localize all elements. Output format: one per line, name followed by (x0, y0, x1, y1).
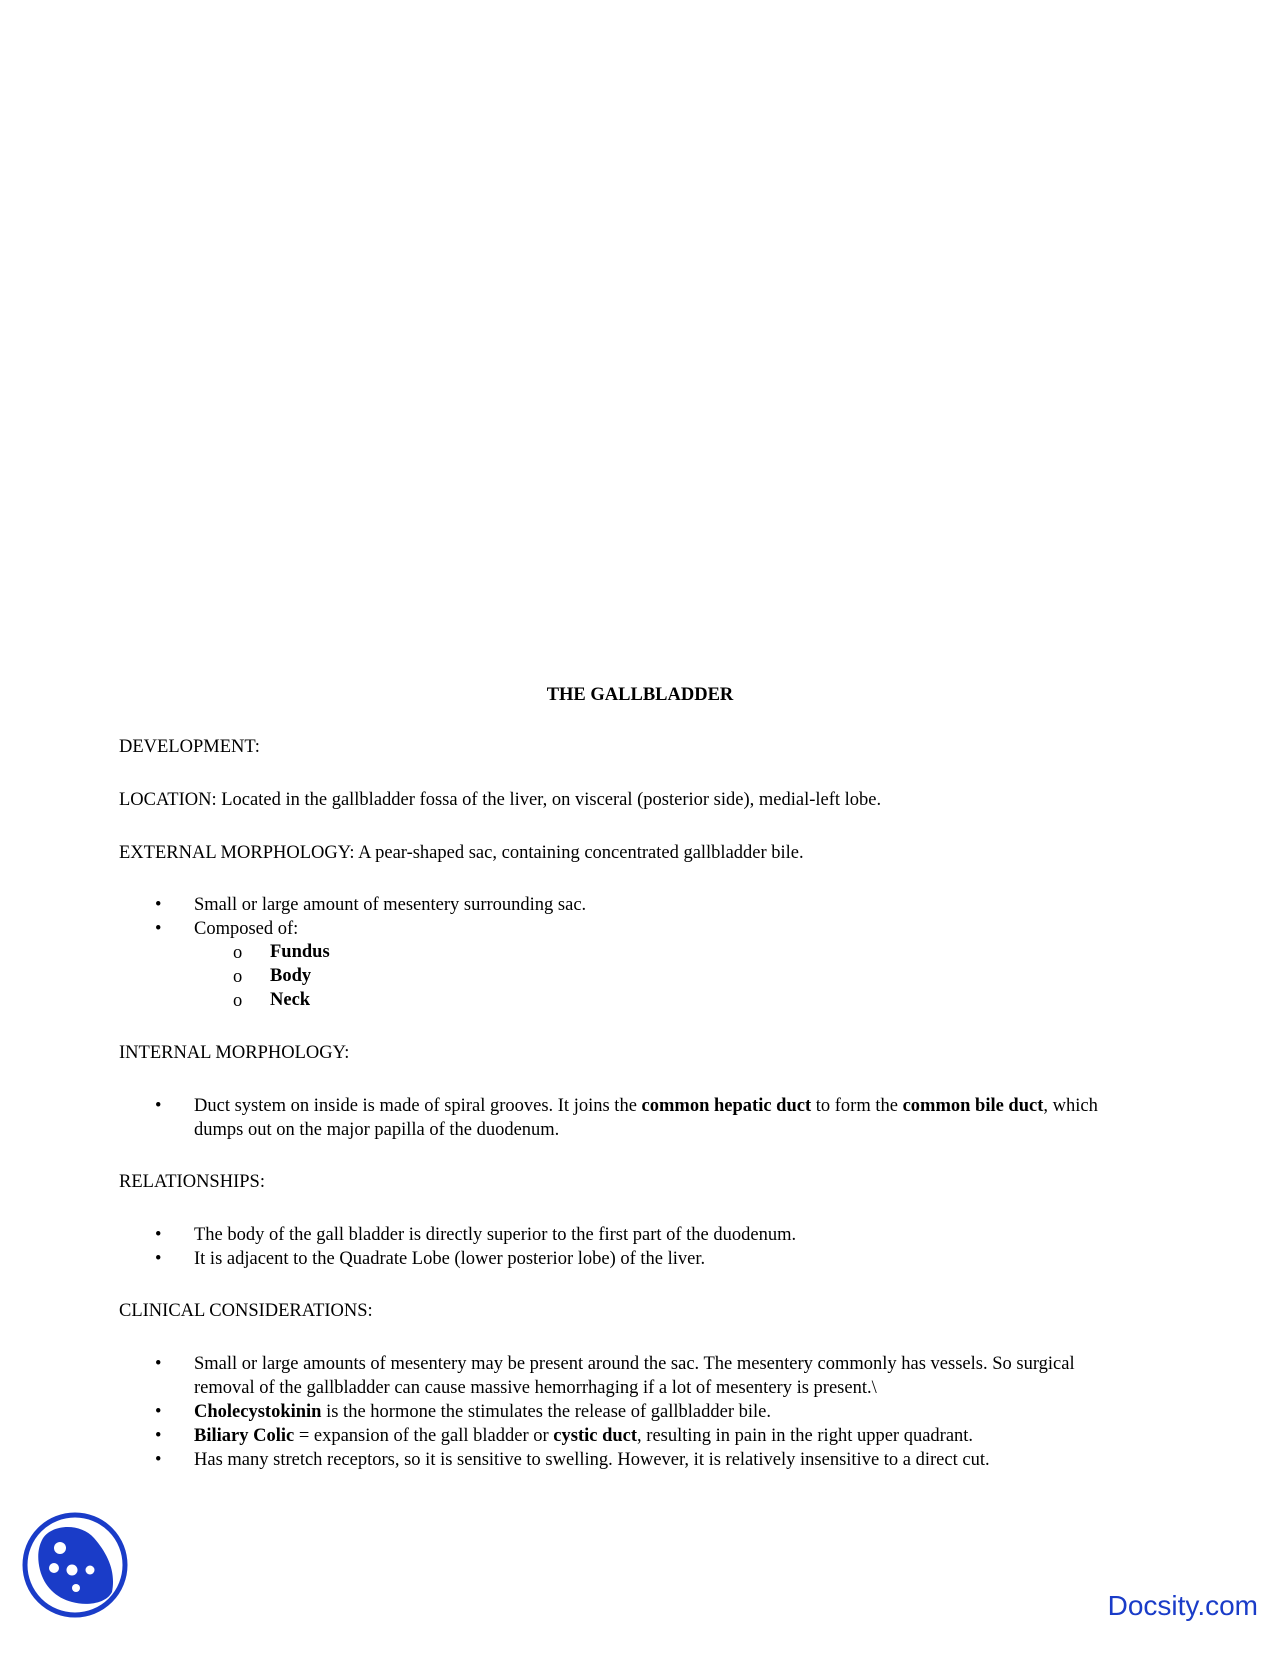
development-heading: DEVELOPMENT: (119, 737, 260, 757)
bullet-marker: • (155, 1426, 162, 1446)
relationships-bullet-2: It is adjacent to the Quadrate Lobe (lower posterior lobe) of the liver. (194, 1249, 706, 1269)
bullet-marker: • (155, 1249, 162, 1269)
cholecystokinin-term: Cholecystokinin (194, 1402, 322, 1422)
docsity-logo-icon (20, 1510, 130, 1620)
internal-text: to form the (811, 1096, 903, 1116)
clinical-bullet-1-line-2: removal of the gallbladder can cause massive hemorrhaging if a lot of mesentery is present.\ (194, 1378, 877, 1398)
sub-bullet-marker: o (233, 967, 243, 987)
bullet-marker: • (155, 1096, 162, 1116)
external-morphology-heading: EXTERNAL MORPHOLOGY: A pear-shaped sac, containing concentrated gallbladder bile. (119, 843, 804, 863)
bullet-marker: • (155, 895, 162, 915)
clinical-considerations-heading: CLINICAL CONSIDERATIONS: (119, 1301, 373, 1321)
external-bullet-2: Composed of: (194, 919, 299, 939)
sub-bullet-marker: o (233, 991, 243, 1011)
internal-bullet-1-line-1 (194, 1094, 1098, 1118)
part-neck: Neck (270, 990, 311, 1010)
relationships-bullet-1: The body of the gall bladder is directly superior to the first part of the duodenum. (194, 1225, 797, 1245)
bullet-marker: • (155, 1225, 162, 1245)
internal-text: Duct system on inside is made of spiral grooves. It joins the (194, 1096, 642, 1116)
cystic-duct-term: cystic duct (553, 1426, 638, 1446)
common-hepatic-duct-term: common hepatic duct (641, 1096, 812, 1116)
part-fundus: Fundus (270, 942, 330, 962)
internal-morphology-heading: INTERNAL MORPHOLOGY: (119, 1043, 350, 1063)
clinical-bullet-1-line-1: Small or large amounts of mesentery may be present around the sac. The mesentery commonly has vessels. So surgical (194, 1354, 1075, 1374)
bullet-marker: • (155, 919, 162, 939)
clinical-bullet-2 (194, 1400, 771, 1424)
external-bullet-1: Small or large amount of mesentery surrounding sac. (194, 895, 587, 915)
bullet-marker: • (155, 1450, 162, 1470)
clinical-text: is the hormone the stimulates the release of gallbladder bile. (321, 1402, 771, 1422)
clinical-bullet-3 (194, 1424, 973, 1448)
common-bile-duct-term: common bile duct (902, 1096, 1044, 1116)
internal-text: , which (1043, 1096, 1098, 1116)
biliary-colic-term: Biliary Colic (194, 1426, 295, 1446)
part-body: Body (270, 966, 312, 986)
relationships-heading: RELATIONSHIPS: (119, 1172, 265, 1192)
internal-bullet-1-line-2: dumps out on the major papilla of the duodenum. (194, 1120, 560, 1140)
bullet-marker: • (155, 1354, 162, 1374)
document-title: THE GALLBLADDER (546, 685, 734, 705)
docsity-logo-svg (20, 1510, 130, 1620)
bullet-marker: • (155, 1402, 162, 1422)
clinical-bullet-4: Has many stretch receptors, so it is sensitive to swelling. However, it is relatively insensitive to a direct cut. (194, 1450, 990, 1470)
clinical-text: = expansion of the gall bladder or (294, 1426, 554, 1446)
location-paragraph: LOCATION: Located in the gallbladder fossa of the liver, on visceral (posterior side), medial-left lobe. (119, 790, 882, 810)
sub-bullet-marker: o (233, 943, 243, 963)
docsity-brand-link[interactable]: Docsity.com (1107, 1590, 1258, 1621)
clinical-text: , resulting in pain in the right upper quadrant. (637, 1426, 974, 1446)
